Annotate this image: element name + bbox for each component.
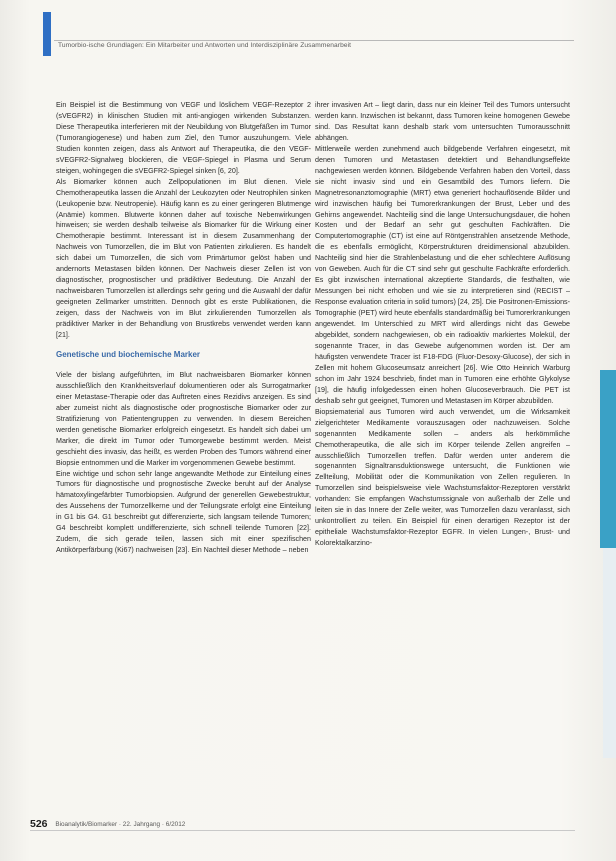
page-number: 526 bbox=[30, 818, 48, 830]
journal-citation: Bioanalytik/Biomarker · 22. Jahrgang · 6/2012 bbox=[55, 821, 186, 828]
section-heading: Genetische und biochemische Marker bbox=[56, 349, 201, 359]
right-column bbox=[315, 100, 570, 549]
paragraph: Ein Beispiel ist die Bestimmung von VEGF und löslichem VEGF-Rezeptor 2 (sVEGFR2) in klinischen Studien mit anti-angiogen wirkenden Substanzen. Diese Therapeutika interferieren mit der Neubildung von Blutgefäßen im Tumor (Tumorangiogenese) und haben zum Ziel, den Tumor auszuhungern. Viele Studien konnten zeigen, dass als Antwort auf Therapeutika, die den VEGF-sVEGFR2-Signalweg blockieren, die VEGF-Spiegel in Plasma und Serum steigen, wohingegen die sVEGFR2-Spiegel sinken [6, 20]. bbox=[56, 101, 311, 175]
page-footer bbox=[30, 818, 185, 830]
paragraph: Mittlerweile werden zunehmend auch bildgebende Verfahren eingesetzt, mit denen Tumoren und Metastasen detektiert und Behandlungseffekte nachgewiesen werden können. Bildgebende Verfahren haben den Vorteil, dass sie nicht invasiv sind und ein Gesamtbild des Tumors liefern. Die Magnetresonanztomographie (MRT) etwa generiert hochauflösende Bilder und wird inzwischen häufig bei Tumorerkrankungen der Brust, Leber und des Gehirns angewendet. Nachteilig sind die lange Untersuchungsdauer, die hohen Kosten und der Bedarf an sehr gut geschulten Fachkräften. Die Computertomographie (CT) ist eine auf Röntgenstrahlen ansetzende Methode, die es ebenfalls ermöglicht, Körperstrukturen dreidimensional abzubilden. Nachteilig sind hier die Strahlenbelastung und die eher schlechtere Auflösung von Geweben. Auch für die CT sind sehr gut geschulte Fachkräfte erforderlich. Es gibt inzwischen international akzeptierte Standards, die festhalten, wie Messungen bei nicht erhoben und wie sie zu interpretieren sind (RECIST – Response evaluation criteria in solid tumors) [24, 25]. Die Positronen-Emissions-Tomographie (PET) wird heute ebenfalls standardmäßig bei Tumorerkrankungen angewendet. Im Unterschied zu MRT wird allerdings nicht das Gewebe abgebildet, sondern nachgewiesen, ob ein radioaktiv markiertes Molekül, der sogenannte Tracer, in das Gewebe aufgenommen worden ist. Der am häufigsten verwendete Tracer ist F18-FDG (Fluor-Desoxy-Glucose), der sich in Zellen mit hohem Glucoseumsatz anreichert [26]. Wie Otto Heinrich Warburg schon im Jahr 1924 beschrieb, findet man in Tumoren eine erhöhte Glykolyse [19], die häufig infolgedessen einen hohen Glucoseverbrauch. Die PET ist deshalb sehr gut geeignet, Tumoren und Metastasen im Körper abzubilden. bbox=[315, 144, 570, 405]
header-rule bbox=[54, 40, 574, 41]
paragraph: Viele der bislang aufgeführten, im Blut nachweisbaren Biomarker können ausschließlich den Krankheitsverlauf dokumentieren oder als Surrogatmarker einer Metastase-Therapie oder das Auftreten eines Rezidivs anzeigen. Es sind aber zumeist nicht als diagnostische oder prognostische Biomarker oder zur Stratifizierung von Patientengruppen zu verwenden. In diesem Bereichen werden genetische Biomarker erfolgreich eingesetzt. Es handelt sich dabei um Marker, die direkt im Tumor oder Tumorgewebe bestimmt werden. Meist geschieht dies invasiv, das heißt, es werden Proben des Tumors während einer Biopsie entnommen und die Marker im vorgenommenen Gewebe bestimmt. bbox=[56, 370, 311, 467]
edge-shade bbox=[603, 548, 616, 758]
paragraph: Biopsiematerial aus Tumoren wird auch verwendet, um die Wirksamkeit zielgerichteter Medikamente vorauszusagen oder nachzuweisen. Solche sogenannten Medikamente sollen – anders als herkömmliche Chemotherapeutika, die alle sich im Körper teilende Zellen angreifen – ausschließlich Tumorzellen treffen. Dafür werden unter anderem die sogenannten Signaltransduktionswege untersucht, die Funktionen wie Zellteilung, Mobilität oder die Kommunikation von Zellen regulieren. In Tumorzellen sind beispielsweise viele Wachstumsfaktor-Rezeptoren verstärkt vorhanden: Sie empfangen Wachstumssignale von außerhalb der Zelle und leiten sie in das Innere der Zelle weiter, was Tumorzellen dazu veranlasst, sich unkontrolliert zu teilen. Ein Beispiel für einen derartigen Rezeptor ist der epitheliale Wachstumsfaktor-Rezeptor EGFR. In vielen Lungen-, Brust- und Kolorektalkarzino- bbox=[315, 407, 570, 548]
running-head: Tumorbio-ische Grundlagen: Ein Mitarbeiter und Antworten und Interdisziplinäre Zusammenarbeit bbox=[58, 42, 352, 49]
paragraph: ihrer invasiven Art – liegt darin, dass nur ein kleiner Teil des Tumors untersucht werden kann. Inzwischen ist bekannt, dass Tumoren keine homogenen Gewebe sind. Das Resultat kann deshalb stark vom untersuchten Tumorausschnitt abhängen. bbox=[315, 101, 570, 142]
footer-rule bbox=[30, 830, 575, 831]
chapter-edge-tab bbox=[600, 370, 616, 548]
paragraph: Eine wichtige und schon sehr lange angewandte Methode zur Einteilung eines Tumors für diagnostische und prognostische Zwecke beruht auf der Analyse hämatoxylingefärbter Tumorbiopsien. Aufgrund der generellen Gewebestruktur, des Aussehens der Tumorzellkerne und der Teilungsrate erfolgt eine Einteilung in G1 bis G4. G1 beschreibt gut differenzierte, sich langsam teilende Tumoren; G4 beschreibt komplett undifferenzierte, sich schnell teilende Tumoren [22]. Zudem, die sich gerade teilen, lassen sich mit einer spezifischen Antikörperfärbung (Ki67) nachweisen [23]. Ein Nachteil dieser Methode – neben bbox=[56, 469, 311, 555]
section-accent-bar bbox=[43, 12, 51, 56]
paragraph: Als Biomarker können auch Zellpopulationen im Blut dienen. Viele Chemotherapeutika lassen die Anzahl der Leukozyten oder Neutrophilen sinken (Leukopenie bzw. Neutropenie). Häufig kann es zu einer geringeren Blutmenge (Anämie) kommen. Blutwerte können daher auf toxische Nebenwirkungen hinweisen; sie werden deshalb teilweise als Biomarker für die Wirkung einer Chemotherapie bestimmt. Interessant ist in diesem Zusammenhang der Nachweis von Tumorzellen, die im Blut von Patienten zirkulieren. Es handelt sich dabei um Tumorzellen, die sich vom Primärtumor gelöst haben und andernorts Metastasen bilden können. Der Nachweis dieser Zellen ist von diagnostischer, prognostischer und prädiktiver Bedeutung. Die Anzahl der nachweisbaren Tumorzellen ist allerdings sehr gering und die Auswahl der dafür geeigneten Zellmarker umstritten. Dennoch gibt es erste Publikationen, die zeigen, dass der Nachweis von im Blut zirkulierenden Tumorzellen als prädiktiver Marker in der Behandlung von Brustkrebs verwendet werden kann [21]. bbox=[56, 177, 311, 340]
left-column bbox=[56, 100, 311, 556]
